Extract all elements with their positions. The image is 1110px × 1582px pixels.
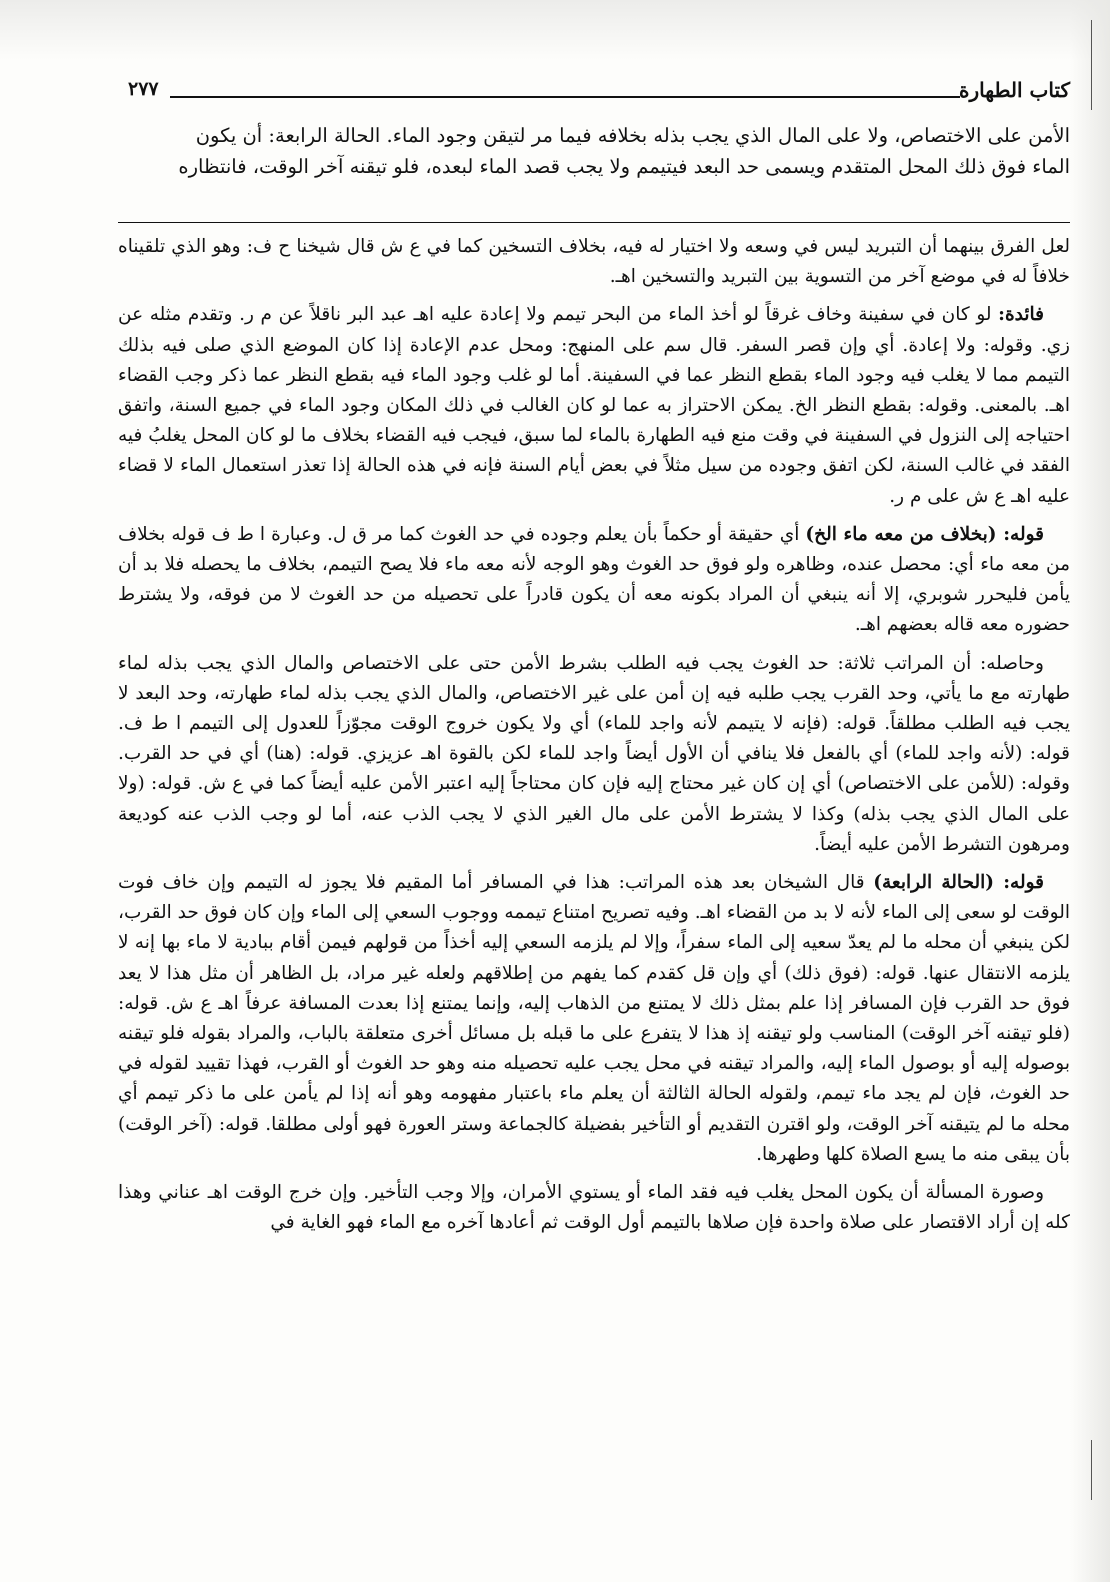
header-rule	[170, 96, 960, 98]
scan-shadow-right	[1070, 0, 1110, 1582]
note-text: وحاصله: أن المراتب ثلاثة: حد الغوث يجب فيه الطلب بشرط الأمن حتى على الاختصاص والمال الذي يجب بذله لماء طهارته مع ما يأتي، وحد القرب يجب طلبه فيه إن أمن على غير الاختصاص، والمال الذي يجب بذله لماء طهارته، وحد البعد لا يجب فيه الطلب مطلقاً. قوله: (فإنه لا يتيمم لأنه واجد للماء) أي ولا يكون خروج الوقت مجوّزاً للعدول إلى التيمم ا ط ف. قوله: (لأنه واجد للماء) أي بالفعل فلا ينافي أن الأول أيضاً واجد للماء لكن بالقوة اهـ عزيزي. قوله: (هنا) أي في حد القرب. وقوله: (للأمن على الاختصاص) أي إن كان غير محتاج إليه فإن كان محتاجاً إليه اعتبر الأمن عليه أيضاً كما في ع ش. قوله: (ولا على المال الذي يجب بذله) وكذا لا يشترط الأمن على مال الغير الذي لا يجب الذب عنه، أما لو وجب الذب عنه كوديعة ومرهون التشرط الأمن عليه أيضاً.	[118, 652, 1070, 855]
page-header	[128, 78, 1070, 108]
commentary-notes	[118, 232, 1070, 1247]
note-paragraph	[118, 520, 1070, 641]
note-paragraph	[118, 649, 1070, 860]
page-number: ٢٧٧	[128, 78, 159, 100]
note-text: لعل الفرق بينهما أن التبريد ليس في وسعه ولا اختيار له فيه، بخلاف التسخين كما في ع ش قال شيخنا ح ف: وهو الذي تلقيناه خلافاً له في موضع آخر من التسوية بين التبريد والتسخين اهـ.	[118, 236, 1070, 288]
note-paragraph	[118, 300, 1070, 511]
footnote-divider	[118, 222, 1070, 223]
note-paragraph	[118, 1178, 1070, 1238]
note-lead: قوله: (بخلاف من معه ماء الخ)	[805, 523, 1044, 545]
note-text: أي حقيقة أو حكماً بأن يعلم وجوده في حد الغوث كما مر ق ل. وعبارة ا ط ف قوله بخلاف من معه ماء أي: محصل عنده، وظاهره ولو فوق حد الغوث وهو الوجه لأنه معه ماء فلا يصح التيمم، بخلاف ما يحصله فلا بد أن يأمن فليحرر شوبري، إلا أنه ينبغي أن المراد بكونه معه أن يكون قادراً على تحصيله من حد الغوث لا من فوقه، ولا يشترط حضوره معه قاله بعضهم اهـ.	[118, 523, 1070, 636]
scan-shadow-top	[0, 0, 1110, 60]
note-lead: قوله: (الحالة الرابعة)	[873, 872, 1045, 894]
running-title: كتاب الطهارة	[959, 78, 1070, 102]
main-text-line: الأمن على الاختصاص، ولا على المال الذي يجب بذله بخلافه فيما مر لتيقن وجود الماء. الحالة الرابعة: أن يكون	[195, 124, 1070, 147]
note-text: لو كان في سفينة وخاف غرقاً لو أخذ الماء من البحر تيمم ولا إعادة عليه اهـ عبد البر ناقلاً عن م ر. وتقدم مثله عن زي. وقوله: ولا إعادة. أي وإن قصر السفر. قال سم على المنهج: ومحل عدم الإعادة إذا كان الموضع الذي صلى فيه بذلك التيمم مما لا يغلب فيه وجود الماء بقطع النظر عما في السفينة. أما لو غلب وجود الماء فيه بقطع النظر عما ذكر وجب القضاء اهـ. بالمعنى. وقوله: بقطع النظر الخ. يمكن الاحتراز به عما لو كان الغالب في ذلك المكان وجود الماء في جميع السنة، واتفق احتياجه إلى النزول في السفينة في وقت منع فيه الطهارة بالماء لما سبق، فيجب فيه القضاء بخلاف ما لو كان المحل يغلبُ فيه الفقد في غالب السنة، لكن اتفق وجوده من سيل مثلاً في بعض أيام السنة فإنه في هذه الحالة إذا تعذر استعمال الماء لا قضاء عليه اهـ ع ش على م ر.	[118, 304, 1070, 507]
note-text: وصورة المسألة أن يكون المحل يغلب فيه فقد الماء أو يستوي الأمران، وإلا وجب التأخير. وإن خرج الوقت اهـ عناني وهذا كله إن أراد الاقتصار على صلاة واحدة فإن صلاها بالتيمم أول الوقت ثم أعادها آخره مع الماء فهو الغاية في	[118, 1182, 1070, 1234]
margin-bracket-mark	[1077, 20, 1092, 110]
note-lead: فائدة:	[998, 304, 1044, 326]
note-text: قال الشيخان بعد هذه المراتب: هذا في المسافر أما المقيم فلا يجوز له التيمم وإن خاف فوت الوقت لو سعى إلى الماء لأنه لا بد من القضاء اهـ. وفيه تصريح امتناع تيممه ووجوب السعي إلى الماء وإن كان فوق حد القرب، لكن ينبغي أن محله ما لم يعدّ سعيه إلى الماء سفراً، وإلا لم يلزمه السعي إليه أخذاً من قولهم فيمن أقام ببادية لا ماء بها إنه لا يلزمه الانتقال عنها. قوله: (فوق ذلك) أي وإن قل كقدم كما يفهم من إطلاقهم ولعله غير مراد، بل الظاهر أن مثل هذا لا يعد فوق حد القرب فإن المسافر إذا علم بمثل ذلك لا يمتنع من الذهاب إليه، وإنما يمتنع إذا بعدت المسافة عرفاً اهـ ع ش. قوله: (فلو تيقنه آخر الوقت) المناسب ولو تيقنه إذ هذا لا يتفرع على ما قبله بل مسائل أخرى متعلقة بالباب، والمراد بقوله فلو تيقنه بوصوله إليه أو بوصول الماء إليه، والمراد تيقنه في محل يجب عليه تحصيله منه وهو حد الغوث أو القرب، فهذا تقييد لقوله في حد الغوث، فإن لم يجد ماء تيمم، ولقوله الحالة الثالثة أن يعلم ماء باعتبار مفهومه وهو أنه إذا لم يأمن على ما ذكر تيمم أي محله ما لم يتيقنه آخر الوقت، ولو اقترن التقديم أو التأخير بفضيلة كالجماعة وستر العورة فهو أولى مطلقا. قوله: (آخر الوقت) بأن يبقى منه ما يسع الصلاة كلها وطهرها.	[118, 872, 1070, 1165]
note-paragraph	[118, 868, 1070, 1170]
margin-bracket-mark	[1077, 1440, 1092, 1500]
main-text-line: الماء فوق ذلك المحل المتقدم ويسمى حد البعد فيتيمم ولا يجب قصد الماء لبعده، فلو تيقنه آخر الوقت، فانتظاره	[178, 155, 1070, 178]
main-text	[118, 120, 1070, 182]
note-paragraph	[118, 232, 1070, 292]
